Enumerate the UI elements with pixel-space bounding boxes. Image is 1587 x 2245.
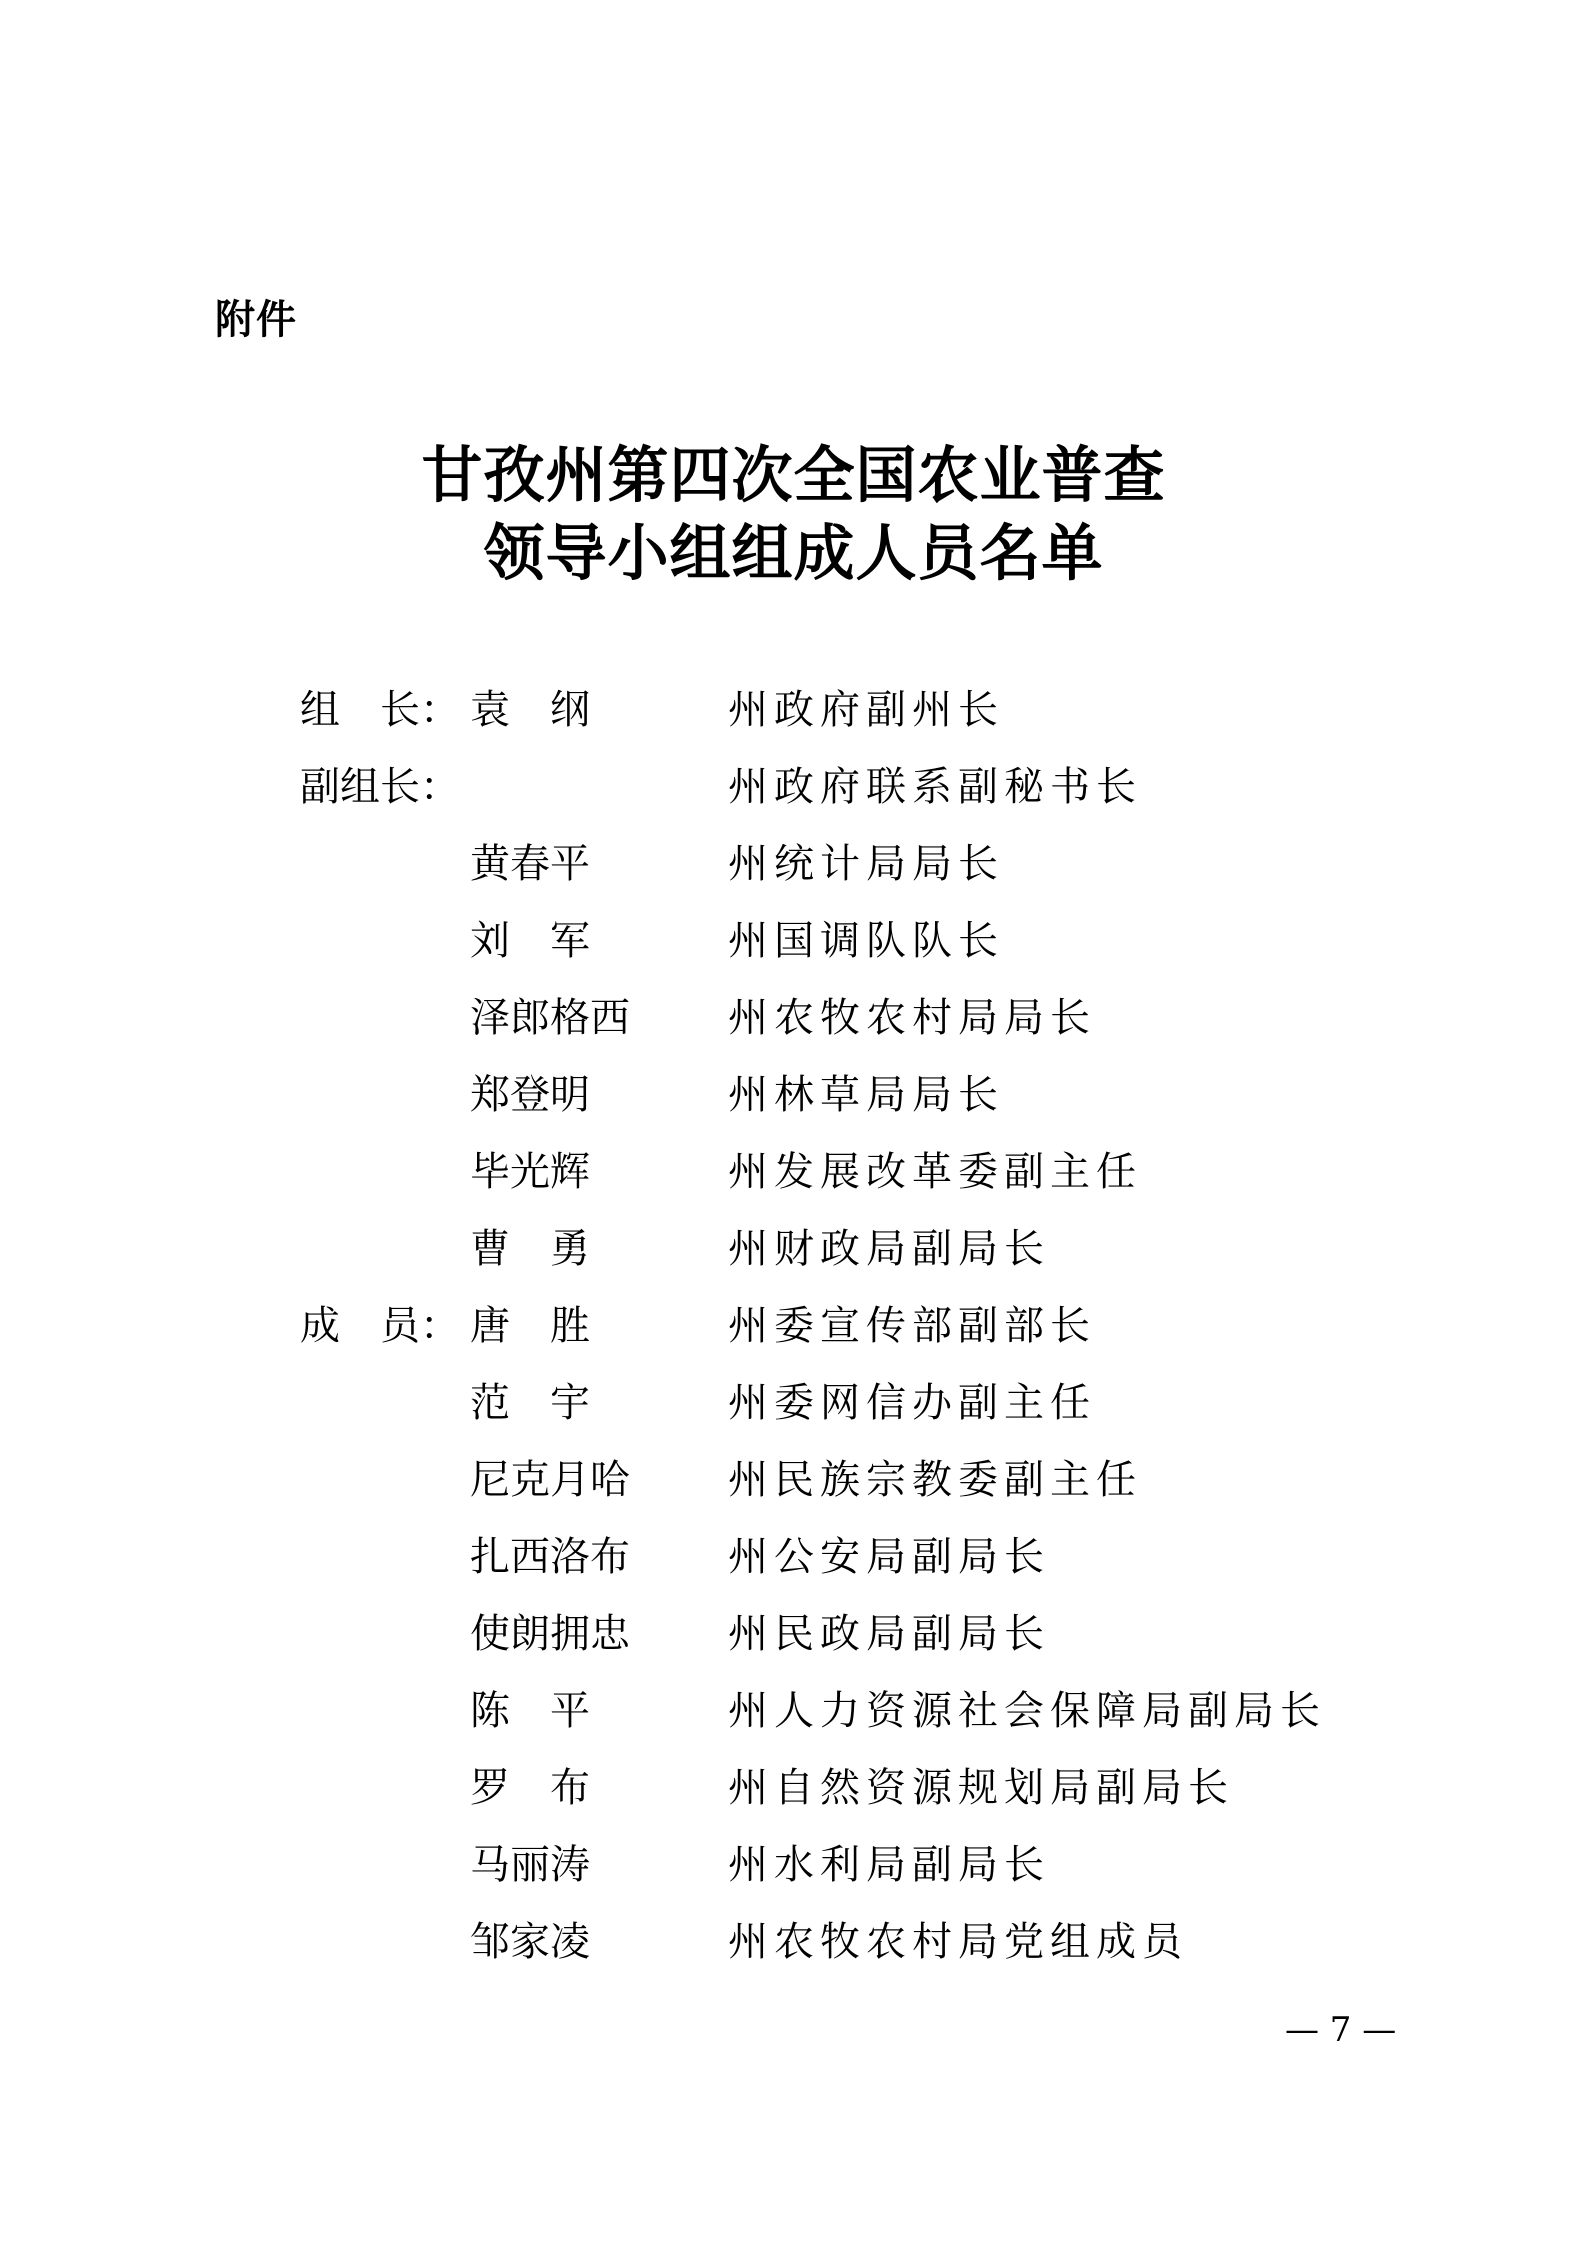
member-name: 陈 平 <box>470 1688 590 1734</box>
roster-row <box>0 1450 1587 1527</box>
page-number: — 7 — <box>1285 2010 1397 2050</box>
member-roster <box>0 680 1587 1989</box>
member-position: 州林草局局长 <box>728 1072 1004 1118</box>
member-name: 范 宇 <box>470 1380 590 1426</box>
roster-row <box>0 1296 1587 1373</box>
member-name: 曹 勇 <box>470 1226 590 1272</box>
roster-row <box>0 834 1587 911</box>
attachment-label: 附件 <box>215 297 297 343</box>
member-position: 州财政局副局长 <box>728 1226 1050 1272</box>
roster-row <box>0 1065 1587 1142</box>
member-role: 副组长： <box>300 764 460 810</box>
member-name: 黄春平 <box>470 841 590 887</box>
roster-row <box>0 988 1587 1065</box>
roster-row <box>0 1527 1587 1604</box>
member-role: 组 长： <box>300 687 460 733</box>
roster-row <box>0 911 1587 988</box>
roster-row <box>0 1373 1587 1450</box>
member-name: 刘 军 <box>470 918 590 964</box>
member-position: 州发展改革委副主任 <box>728 1149 1142 1195</box>
roster-row <box>0 757 1587 834</box>
member-position: 州政府副州长 <box>728 687 1004 733</box>
roster-row <box>0 1912 1587 1989</box>
member-position: 州民族宗教委副主任 <box>728 1457 1142 1503</box>
roster-row <box>0 1758 1587 1835</box>
member-position: 州水利局副局长 <box>728 1842 1050 1888</box>
member-name: 使朗拥忠 <box>470 1611 630 1657</box>
member-position: 州民政局副局长 <box>728 1611 1050 1657</box>
member-name: 袁 纲 <box>470 687 590 733</box>
member-position: 州农牧农村局党组成员 <box>728 1919 1188 1965</box>
roster-row <box>0 1835 1587 1912</box>
member-name: 邹家凌 <box>470 1919 590 1965</box>
member-position: 州统计局局长 <box>728 841 1004 887</box>
member-position: 州自然资源规划局副局长 <box>728 1765 1234 1811</box>
member-position: 州委网信办副主任 <box>728 1380 1096 1426</box>
roster-row <box>0 680 1587 757</box>
roster-row <box>0 1681 1587 1758</box>
member-position: 州公安局副局长 <box>728 1534 1050 1580</box>
member-position: 州政府联系副秘书长 <box>728 764 1142 810</box>
roster-row <box>0 1219 1587 1296</box>
document-title-line-1: 甘孜州第四次全国农业普查 <box>421 440 1166 511</box>
member-position: 州委宣传部副部长 <box>728 1303 1096 1349</box>
member-name: 罗 布 <box>470 1765 590 1811</box>
member-name: 马丽涛 <box>470 1842 590 1888</box>
member-role: 成 员： <box>300 1303 460 1349</box>
member-position: 州人力资源社会保障局副局长 <box>728 1688 1326 1734</box>
member-name: 泽郎格西 <box>470 995 630 1041</box>
member-position: 州农牧农村局局长 <box>728 995 1096 1041</box>
member-name: 郑登明 <box>470 1072 590 1118</box>
roster-row <box>0 1142 1587 1219</box>
member-name: 毕光辉 <box>470 1149 590 1195</box>
member-position: 州国调队队长 <box>728 918 1004 964</box>
member-name: 尼克月哈 <box>470 1457 630 1503</box>
document-title-line-2: 领导小组组成人员名单 <box>483 518 1104 589</box>
roster-row <box>0 1604 1587 1681</box>
member-name: 扎西洛布 <box>470 1534 630 1580</box>
member-name: 唐 胜 <box>470 1303 590 1349</box>
